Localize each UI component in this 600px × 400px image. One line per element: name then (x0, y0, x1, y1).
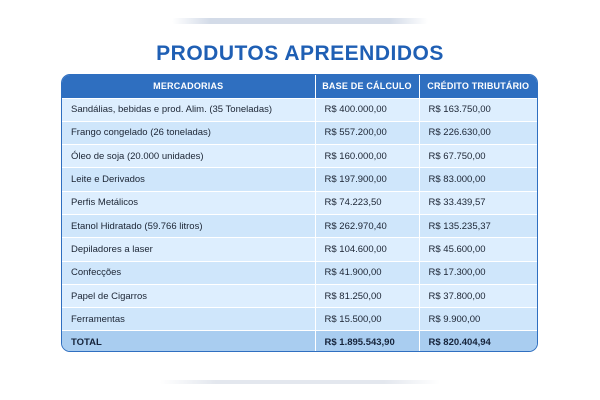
cell-base: R$ 160.000,00 (315, 145, 419, 168)
cell-item: Sandálias, bebidas e prod. Alim. (35 Toneladas) (62, 98, 315, 121)
cell-item: Confecções (62, 261, 315, 284)
top-decorative-strip (172, 18, 428, 24)
cell-credit: R$ 17.300,00 (419, 261, 537, 284)
cell-base: R$ 557.200,00 (315, 121, 419, 144)
cell-base: R$ 262.970,40 (315, 214, 419, 237)
cell-item: Depiladores a laser (62, 238, 315, 261)
cell-credit: R$ 163.750,00 (419, 98, 537, 121)
table-row (62, 261, 537, 284)
table-row (62, 238, 537, 261)
cell-item: Frango congelado (26 toneladas) (62, 121, 315, 144)
cell-item: Ferramentas (62, 308, 315, 331)
total-row (62, 331, 537, 352)
table-row (62, 284, 537, 307)
cell-item: Perfis Metálicos (62, 191, 315, 214)
page-title: PRODUTOS APREENDIDOS (156, 42, 444, 65)
table-header-row (62, 75, 537, 98)
cell-credit: R$ 83.000,00 (419, 168, 537, 191)
table-row (62, 121, 537, 144)
cell-base: R$ 400.000,00 (315, 98, 419, 121)
cell-credit: R$ 45.600,00 (419, 238, 537, 261)
header-mercadorias: MERCADORIAS (153, 81, 224, 92)
data-table (62, 75, 537, 352)
total-base: R$ 1.895.543,90 (315, 331, 419, 352)
table-row (62, 98, 537, 121)
cell-credit: R$ 9.900,00 (419, 308, 537, 331)
cell-credit: R$ 226.630,00 (419, 121, 537, 144)
cell-item: Leite e Derivados (62, 168, 315, 191)
header-base-de-calculo: BASE DE CÁLCULO (315, 75, 419, 98)
cell-credit: R$ 33.439,57 (419, 191, 537, 214)
cell-credit: R$ 67.750,00 (419, 145, 537, 168)
cell-credit: R$ 37.800,00 (419, 284, 537, 307)
table-row (62, 191, 537, 214)
cell-base: R$ 74.223,50 (315, 191, 419, 214)
cell-item: Óleo de soja (20.000 unidades) (62, 145, 315, 168)
seized-products-table (61, 74, 538, 352)
cell-item: Papel de Cigarros (62, 284, 315, 307)
bottom-decorative-strip (160, 380, 440, 384)
cell-item: Etanol Hidratado (59.766 litros) (62, 214, 315, 237)
table-row (62, 214, 537, 237)
cell-base: R$ 81.250,00 (315, 284, 419, 307)
total-label: TOTAL (62, 331, 315, 352)
cell-base: R$ 15.500,00 (315, 308, 419, 331)
total-credit: R$ 820.404,94 (419, 331, 537, 352)
cell-base: R$ 197.900,00 (315, 168, 419, 191)
cell-credit: R$ 135.235,37 (419, 214, 537, 237)
table-row (62, 308, 537, 331)
cell-base: R$ 41.900,00 (315, 261, 419, 284)
table-row (62, 145, 537, 168)
table-row (62, 168, 537, 191)
header-credito-tributario: CRÉDITO TRIBUTÁRIO (419, 75, 537, 98)
cell-base: R$ 104.600,00 (315, 238, 419, 261)
